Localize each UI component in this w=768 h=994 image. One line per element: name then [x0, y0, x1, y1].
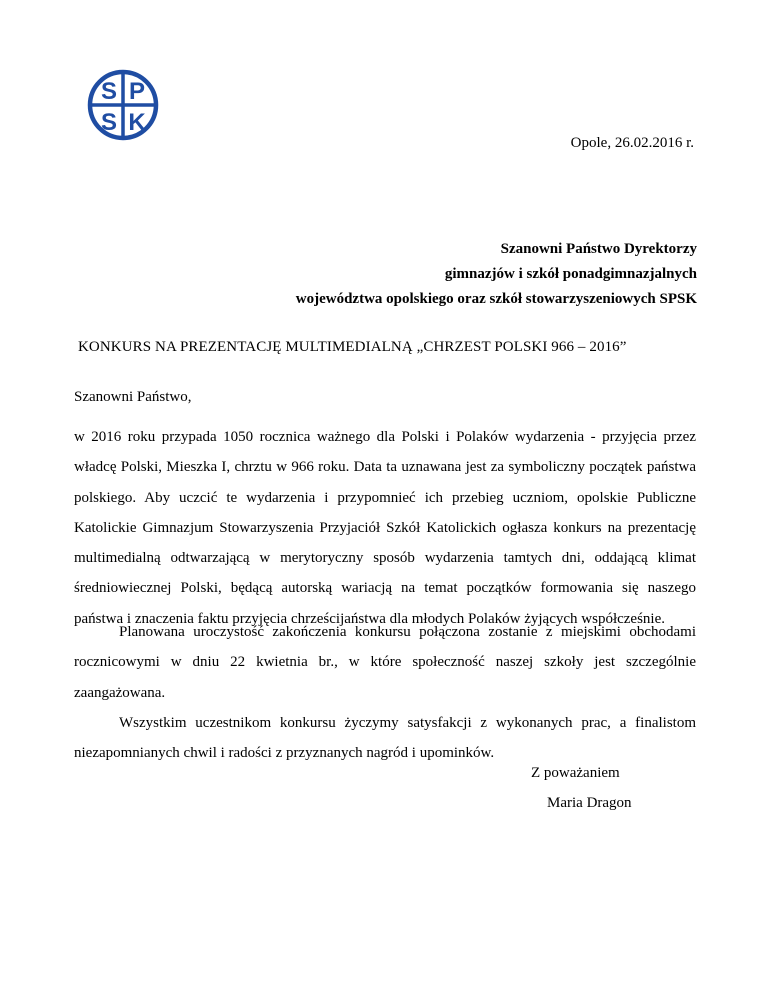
- logo-letter: K: [128, 109, 146, 136]
- salutation: Szanowni Państwo,: [74, 389, 192, 405]
- letter-date: Opole, 26.02.2016 r.: [570, 135, 694, 151]
- addressee-line: gimnazjów i szkół ponadgimnazjalnych: [444, 266, 697, 282]
- body-paragraph: Planowana uroczystość zakończenia konkursu połączona zostanie z miejskimi obchodami rocznicowymi w dniu 22 kwietnia br., w które społeczność naszej szkoły jest szczególnie zaangażowana.: [74, 624, 696, 701]
- logo-letter: P: [128, 78, 146, 105]
- closing: Z poważaniem: [531, 765, 620, 781]
- addressee-line: województwa opolskiego oraz szkół stowarzyszeniowych SPSK: [295, 291, 697, 307]
- letter-subject: KONKURS NA PREZENTACJĘ MULTIMEDIALNĄ „CHRZEST POLSKI 966 – 2016”: [78, 339, 627, 355]
- body-paragraph: w 2016 roku przypada 1050 rocznica ważnego dla Polski i Polaków wydarzenia - przyjęcia przez władcę Polski, Mieszka I, chrztu w 966 roku. Data ta uznawana jest za symboliczny początek państwa polskiego. Aby uczcić te wydarzenia i przypomnieć ich przebieg uczniom, opolskie Publiczne Katolickie Gimnazjum Stowarzyszenia Przyjaciół Szkół Katolickich ogłasza konkurs na prezentację multimedialną odtwarzającą w merytoryczny sposób wydarzenia tamtych dni, oddającą klimat średniowiecznej Polski, będącą autorską wariacją na temat początków formowania się naszego państwa i znaczenia faktu przyjęcia chrześcijaństwa dla młodych Polaków żyjących współcześnie.: [74, 429, 696, 627]
- logo-letter: S: [100, 78, 118, 105]
- body-paragraph: Wszystkim uczestnikom konkursu życzymy satysfakcji z wykonanych prac, a finalistom niezapomnianych chwil i radości z przyznanych nagród i upominków.: [74, 715, 696, 762]
- signature: Maria Dragon: [547, 795, 632, 811]
- addressee-line: Szanowni Państwo Dyrektorzy: [500, 241, 697, 257]
- spsk-logo: [86, 68, 160, 142]
- logo-letter: S: [100, 109, 118, 136]
